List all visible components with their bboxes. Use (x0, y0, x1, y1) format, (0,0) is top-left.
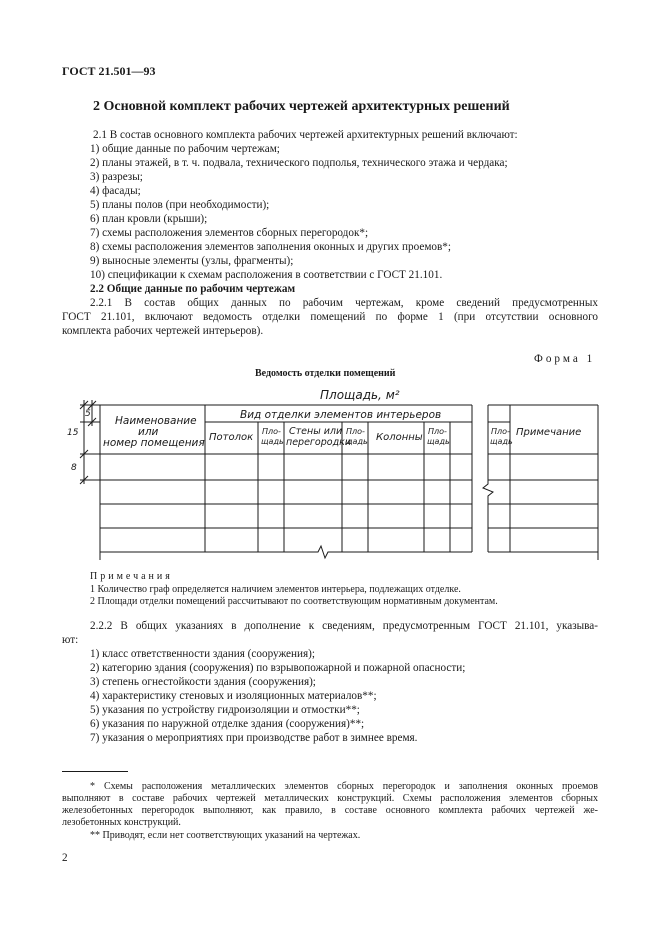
col-area-2-line2: щадь (345, 437, 368, 446)
list-item: 5) планы полов (при необходимости); (90, 199, 270, 211)
col-area-2-line1: Пло- (346, 427, 365, 436)
list-item: 7) схемы расположения элементов сборных перегородок*; (90, 227, 369, 239)
col-ceiling: Потолок (209, 432, 254, 443)
col-walls-line1: Стены или (289, 426, 343, 437)
page-number: 2 (62, 852, 68, 864)
col-walls-line2: перегородки (286, 437, 352, 448)
finish-type-header: Вид отделки элементов интерьеров (240, 409, 442, 421)
note-item: 2 Площади отделки помещений рассчитывают по соответствующим нормативным документам. (90, 596, 498, 607)
list-item: 1) класс ответственности здания (сооружения); (90, 648, 315, 660)
footnote-line: * Схемы расположения металлических элементов сборных перегородок и заполнения оконных проемов (90, 781, 598, 792)
paragraph-2-2-2: 2.2.2 В общих указаниях в дополнение к сведениям, предусмотренным ГОСТ 21.101, указыва- (90, 620, 598, 632)
paragraph-line: комплекта рабочих чертежей интерьеров). (62, 325, 264, 337)
list-item: 7) указания о мероприятиях при производстве работ в зимнее время. (90, 732, 418, 744)
col-area-1-line2: щадь (261, 437, 284, 446)
subsection-heading: 2.2 Общие данные по рабочим чертежам (90, 283, 296, 295)
col-area-3-line1: Пло- (428, 427, 447, 436)
paragraph-line: ГОСТ 21.101, включают ведомость отделки помещений по форме 1 (при отсутствии основного (62, 311, 598, 323)
section-title: 2 Основной комплект рабочих чертежей архитектурных решений (93, 99, 510, 114)
paragraph-2-1-intro: 2.1 В состав основного комплекта рабочих чертежей архитектурных решений включают: (93, 129, 518, 141)
document-id: ГОСТ 21.501—93 (62, 64, 156, 78)
area-header: Площадь, м² (320, 388, 400, 402)
col-name-line1: Наименование (115, 415, 197, 427)
footnote-line: ** Приводят, если нет соответствующих указаний на чертежах. (90, 830, 361, 841)
col-area-4-line1: Пло- (491, 427, 510, 436)
list-item: 2) планы этажей, в т. ч. подвала, технического подполья, технического этажа и чердака; (90, 157, 508, 169)
col-area-1-line1: Пло- (262, 427, 281, 436)
list-item: 10) спецификации к схемам расположения в соответствии с ГОСТ 21.101. (90, 269, 443, 281)
list-item: 5) указания по устройству гидроизоляции и отмостки**; (90, 704, 360, 716)
footnote-line: выполняют в составе рабочих чертежей металлических конструкций. Схемы расположения элементов сборных (62, 793, 598, 804)
list-item: 8) схемы расположения элементов заполнения оконных и других проемов*; (90, 241, 451, 253)
form-label: Форма 1 (534, 353, 596, 365)
list-item: 1) общие данные по рабочим чертежам; (90, 143, 280, 155)
col-name-line3: номер помещения (103, 437, 205, 449)
col-name-line2: или (138, 426, 159, 438)
paragraph-line: 2.2.1 В состав общих данных по рабочим чертежам, кроме сведений предусмотренных (90, 297, 598, 309)
col-area-3-line2: щадь (427, 437, 450, 446)
footnote-line: железобетонных перегородок выполняют, как правило, в составе основного комплекта рабочих чертежей же- (62, 805, 598, 816)
list-item: 4) характеристику стеновых и изоляционных материалов**; (90, 690, 377, 702)
list-item: 9) выносные элементы (узлы, фрагменты); (90, 255, 294, 267)
notes-title: Примечания (90, 571, 173, 582)
list-item: 4) фасады; (90, 185, 141, 197)
footnote-divider (62, 771, 128, 772)
col-columns: Колонны (376, 432, 423, 443)
col-note: Примечание (516, 427, 582, 438)
form-title: Ведомость отделки помещений (255, 368, 396, 379)
col-area-4-line2: щадь (490, 437, 513, 446)
note-item: 1 Количество граф определяется наличием элементов интерьера, подлежащих отделке. (90, 584, 461, 595)
list-item: 6) указания по наружной отделке здания (сооружения)**; (90, 718, 365, 730)
list-item: 6) план кровли (крыши); (90, 213, 208, 225)
footnote-line: лезобетонных конструкций. (62, 817, 181, 828)
list-item: 2) категорию здания (сооружения) по взрывопожарной и пожарной опасности; (90, 662, 466, 674)
dim-5: 5 (85, 409, 91, 419)
paragraph-2-2-2-cont: ют: (62, 634, 79, 646)
list-item: 3) разрезы; (90, 171, 143, 183)
list-item: 3) степень огнестойкости здания (сооружения); (90, 676, 316, 688)
dim-15: 15 (67, 428, 79, 438)
dim-8: 8 (71, 463, 77, 473)
